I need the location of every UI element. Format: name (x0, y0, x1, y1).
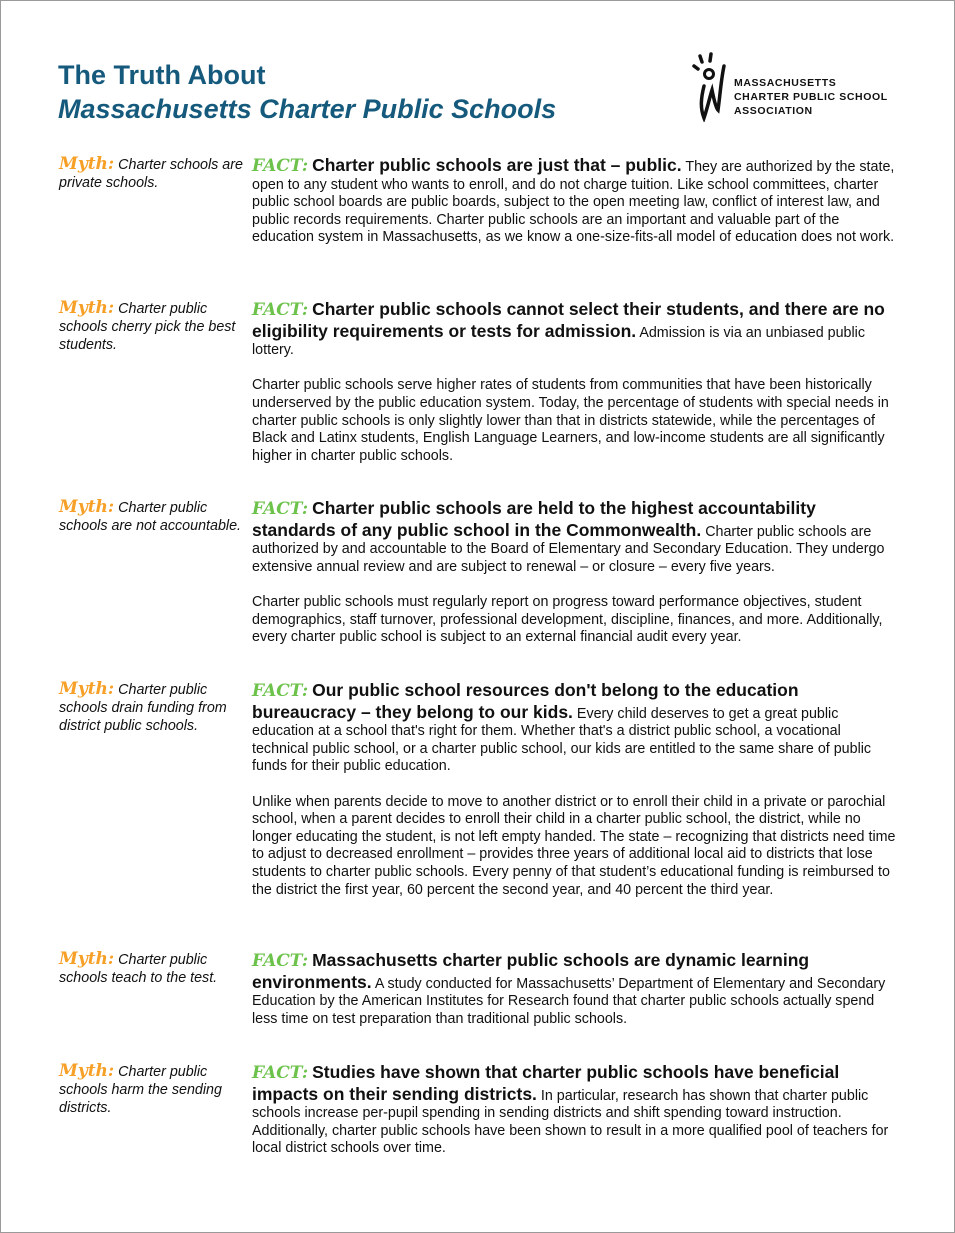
fact-text (252, 299, 897, 465)
myth-statement: Charter public schools teach to the test. (59, 952, 218, 986)
myth-statement: Charter public schools drain funding from district public schools. (59, 682, 227, 734)
fact-label: FACT: (252, 951, 309, 971)
fact-body: They are authorized by the state, open to any student who wants to enroll, and do not charge tuition. Like school committees, charter public school boards are public boards, subject to the open meeting law, conflict of interest law, and public records requirements. Charter public schools are an important and valuable part of the education system in Massachusetts, as we know a one-size-fits-all model of education does not work. (252, 159, 895, 246)
myth-label: Myth: (59, 679, 115, 699)
fact-body: Charter public schools are authorized by and accountable to the Board of Elementary and Secondary Education. They undergo extensive annual review and are subject to renewal – or closure – every five years. (252, 523, 885, 575)
myth-label: Myth: (59, 154, 115, 174)
logo-line-3: ASSOCIATION (734, 105, 813, 117)
fact-text (252, 680, 897, 899)
myth-text (59, 1062, 244, 1117)
fact-headline: Massachusetts charter public schools are dynamic learning environments. (252, 950, 810, 992)
myth-text (59, 680, 244, 735)
logo-line-1: MASSACHUSETTS (734, 77, 837, 89)
myth-statement: Charter public schools cherry pick the best students. (59, 301, 236, 353)
fact-headline: Charter public schools are just that – public. (312, 155, 682, 175)
fact-paragraph-2: Unlike when parents decide to move to another district or to enroll their child in a private or parochial school, when a parent decides to enroll their child in a charter public school, the district, while no longer educating the student, is not left empty handed. The state – recognizing that districts need time to adjust to decreased enrollment – provides three years of additional local aid to districts that lose students to charter public schools. Every penny of that student’s educational funding is reimbursed to the district the first year, 60 percent the second year, and 40 percent the third year. (252, 793, 896, 898)
fact-headline: Our public school resources don't belong to the education bureaucracy – they belong to our kids. (252, 680, 799, 722)
logo-line-2: CHARTER PUBLIC SCHOOL (734, 91, 888, 103)
myth-text (59, 299, 244, 354)
fact-paragraph (252, 498, 897, 576)
fact-text (252, 155, 897, 247)
fact-body: Admission is via an unbiased public lottery. (252, 324, 866, 359)
fact-body: In particular, research has shown that charter public schools increase per-pupil spending in sending districts and shift spending toward instruction. Additionally, charter public schools have been shown to result in a more qualified pool of teachers for local district schools over time. (252, 1087, 889, 1157)
fact-label: FACT: (252, 156, 309, 176)
fact-body: A study conducted for Massachusetts’ Department of Elementary and Secondary Education by the American Institutes for Research found that charter public schools actually spend less time on test preparation than traditional public schools. (252, 975, 886, 1027)
myth-text (59, 155, 244, 192)
fact-paragraph-2: Charter public schools serve higher rates of students from communities that have been historically underserved by the public education system. Today, the percentage of students with special needs in charter public schools is only slightly lower than that in districts statewide, while the percentages of Black and Latinx students, English Language Learners, and low-income students are all significantly higher in charter public schools. (252, 377, 889, 464)
fact-paragraph-2: Charter public schools must regularly report on progress toward performance objectives, student demographics, staff turnover, professional development, discipline, finances, and more. Additionally, every charter public school is subject to an external financial audit every year. (252, 593, 883, 646)
fact-paragraph (252, 155, 897, 247)
fact-headline: Studies have shown that charter public schools have beneficial impacts on their sending districts. (252, 1062, 840, 1104)
myth-label: Myth: (59, 1061, 115, 1081)
fact-label: FACT: (252, 681, 309, 701)
fact-label: FACT: (252, 300, 309, 320)
fact-paragraph (252, 299, 897, 360)
myth-text (59, 950, 244, 987)
title-line-2: Massachusetts Charter Public Schools (58, 94, 557, 124)
fact-headline: Charter public schools cannot select their students, and there are no eligibility requirements or tests for admission. (252, 299, 885, 341)
myth-text (59, 498, 244, 535)
mcpsa-logo (690, 50, 900, 122)
fact-paragraph (252, 680, 897, 776)
fact-body: Every child deserves to get a great public education at a school that's right for them. Whether that's a district public school, a vocational technical public school, or a charter public school, our kids are entitled to the same share of public funds for their public education. (252, 705, 872, 775)
fact-text (252, 1062, 897, 1158)
title-line-1: The Truth About (58, 60, 266, 90)
figure-logo-icon (690, 50, 734, 122)
fact-paragraph (252, 950, 897, 1028)
fact-text (252, 498, 897, 647)
myth-label: Myth: (59, 298, 115, 318)
fact-text (252, 950, 897, 1028)
myth-label: Myth: (59, 497, 115, 517)
fact-label: FACT: (252, 499, 309, 519)
logo-wordmark (734, 76, 888, 118)
fact-paragraph (252, 1062, 897, 1158)
myth-statement: Charter public schools harm the sending districts. (59, 1064, 222, 1116)
fact-label: FACT: (252, 1063, 309, 1083)
page-title (58, 58, 556, 126)
myth-statement: Charter schools are private schools. (59, 157, 243, 191)
myth-label: Myth: (59, 949, 115, 969)
fact-headline: Charter public schools are held to the highest accountability standards of any public school in the Commonwealth. (252, 498, 816, 540)
myth-statement: Charter public schools are not accountable. (59, 500, 242, 534)
